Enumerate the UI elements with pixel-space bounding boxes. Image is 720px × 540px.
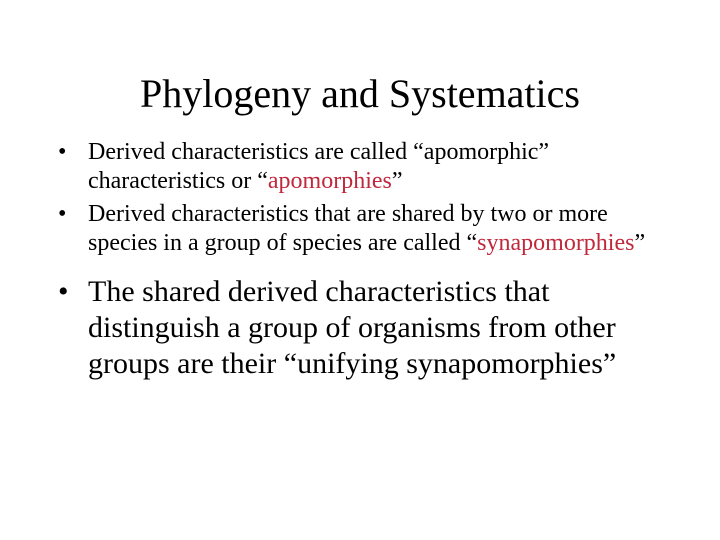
bullet-list	[56, 138, 676, 382]
highlight-term-synapomorphies: synapomorphies	[477, 230, 635, 256]
bullet-item-unifying-synapomorphies	[56, 274, 676, 382]
bullet-item-synapomorphies	[56, 200, 676, 258]
bullet-dot: •	[58, 201, 67, 227]
bullet-item-apomorphies	[56, 138, 676, 196]
bullet-text-end: ”	[391, 168, 403, 194]
bullet-text: Derived characteristics that are shared by two or more species in a group of species are called “	[88, 201, 608, 256]
bullet-text: Derived characteristics are called “apomorphic” characteristics or “	[88, 139, 550, 194]
bullet-text-end: ”	[634, 230, 646, 256]
bullet-dot: •	[58, 139, 67, 165]
highlight-term-apomorphies: apomorphies	[267, 168, 392, 194]
bullet-dot: •	[58, 275, 69, 308]
slide-title: Phylogeny and Systematics	[140, 71, 580, 116]
bullet-text: The shared derived characteristics that distinguish a group of organisms from other groups are their “unifying synapomorphies”	[88, 275, 617, 380]
